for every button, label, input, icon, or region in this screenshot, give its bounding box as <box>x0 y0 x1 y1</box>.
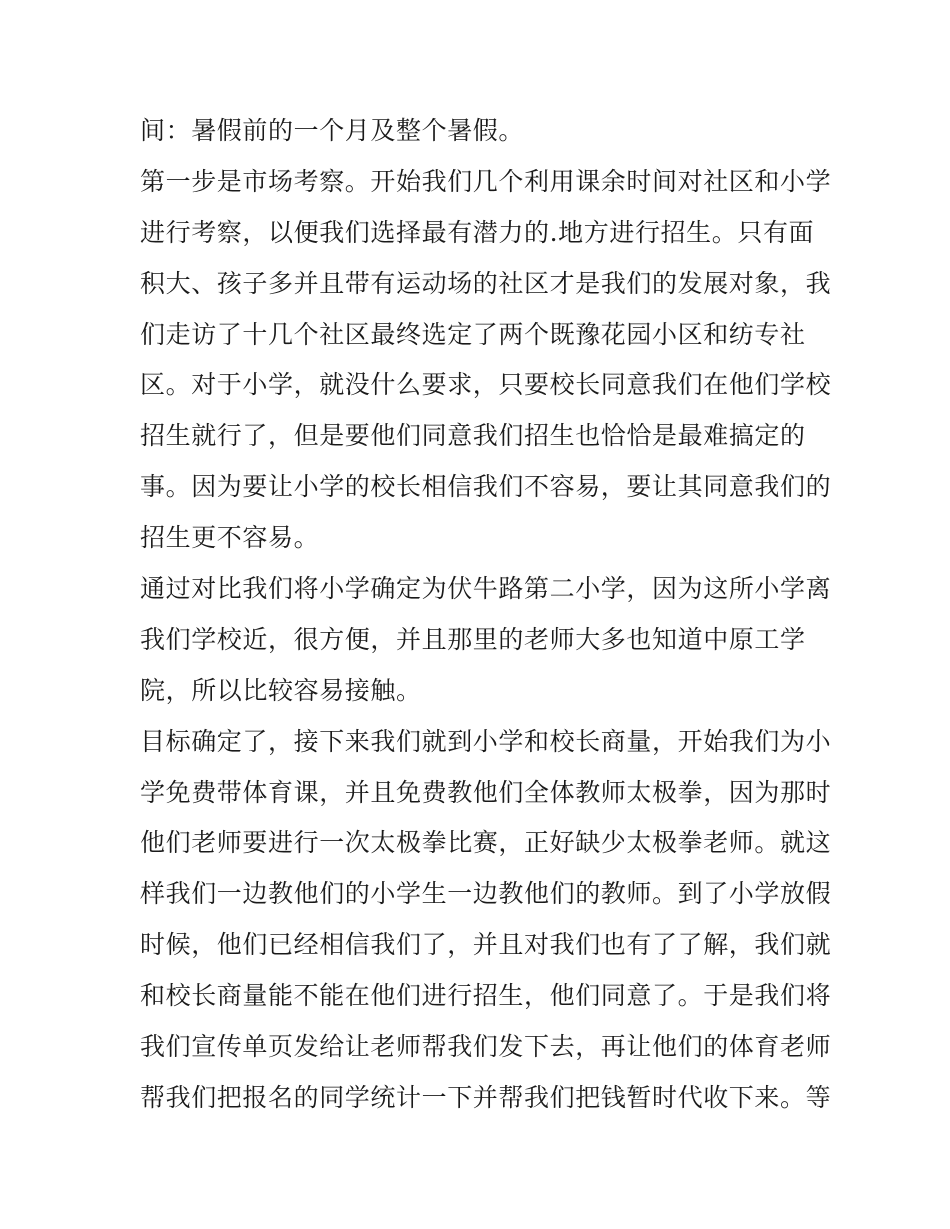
text-line: 第一步是市场考察。开始我们几个利用课余时间对社区和小学 <box>140 166 832 196</box>
text-line: 时候，他们已经相信我们了，并且对我们也有了了解，我们就 <box>140 930 832 960</box>
text-line: 区。对于小学，就没什么要求，只要校长同意我们在他们学校 <box>140 370 832 400</box>
body-text <box>140 106 830 1124</box>
text-line: 招生更不容易。 <box>140 523 320 553</box>
text-line: 间：暑假前的一个月及整个暑假。 <box>140 116 525 145</box>
text-line: 学免费带体育课，并且免费教他们全体教师太极拳，因为那时 <box>140 777 832 807</box>
text-line: 和校长商量能不能在他们进行招生，他们同意了。于是我们将 <box>140 981 832 1011</box>
text-line: 进行考察，以便我们选择最有潜力的.地方进行招生。只有面 <box>140 217 815 247</box>
text-line: 院，所以比较容易接触。 <box>140 675 422 705</box>
text-line: 通过对比我们将小学确定为伏牛路第二小学，因为这所小学离 <box>140 574 832 604</box>
text-line: 目标确定了，接下来我们就到小学和校长商量，开始我们为小 <box>140 726 832 756</box>
text-line: 他们老师要进行一次太极拳比赛，正好缺少太极拳老师。就这 <box>140 828 832 858</box>
text-line: 招生就行了，但是要他们同意我们招生也恰恰是最难搞定的 <box>140 421 806 451</box>
text-line: 我们宣传单页发给让老师帮我们发下去，再让他们的体育老师 <box>140 1032 832 1062</box>
text-line: 样我们一边教他们的小学生一边教他们的教师。到了小学放假 <box>140 879 832 909</box>
text-line: 事。因为要让小学的校长相信我们不容易，要让其同意我们的 <box>140 472 832 502</box>
text-line: 帮我们把报名的同学统计一下并帮我们把钱暂时代收下来。等 <box>140 1082 832 1112</box>
text-line: 我们学校近，很方便，并且那里的老师大多也知道中原工学 <box>140 624 806 654</box>
text-line: 们走访了十几个社区最终选定了两个既豫花园小区和纺专社 <box>140 319 806 349</box>
text-line: 积大、孩子多并且带有运动场的社区才是我们的发展对象，我 <box>140 268 832 298</box>
